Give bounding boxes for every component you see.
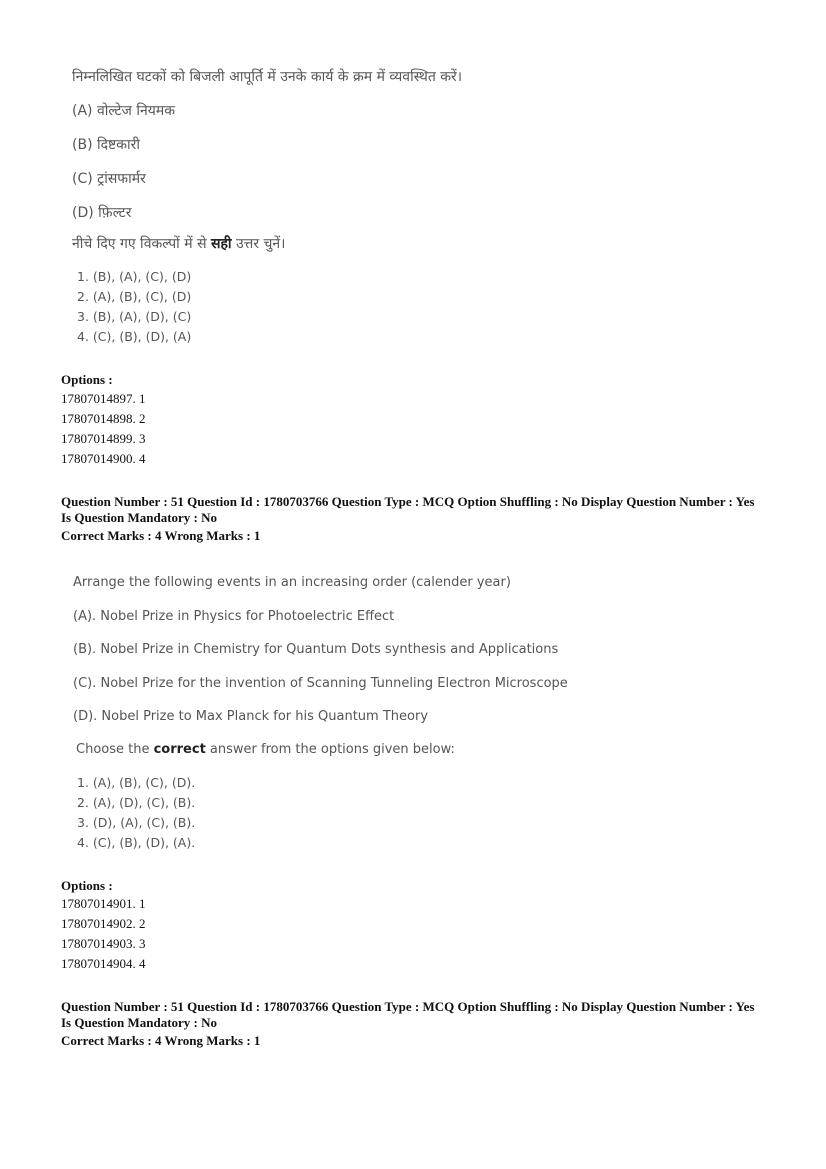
q3-header-line2: Is Question Mandatory : No <box>61 1015 218 1030</box>
q2-header-line3: Correct Marks : 4 Wrong Marks : 1 <box>61 528 261 543</box>
q2-item-c: (C). Nobel Prize for the invention of Scanning Tunneling Electron Microscope <box>73 676 568 691</box>
q1-options-label: Options : <box>61 372 113 387</box>
q2-option-id-4: 17807014904. 4 <box>61 956 146 971</box>
q2-choices <box>77 773 195 853</box>
q2-choice-2: 2. (A), (D), (C), (B). <box>77 795 196 810</box>
q1-option-id-4: 17807014900. 4 <box>61 451 146 466</box>
q2-header-line1: Question Number : 51 Question Id : 1780703766 Question Type : MCQ Option Shuffling : No Display Question Number : Yes <box>61 494 755 509</box>
q1-item-b: (B) दिष्टकारी <box>72 137 140 153</box>
q2-instruction-bold: correct <box>153 742 206 757</box>
q2-option-id-1: 17807014901. 1 <box>61 896 146 911</box>
q2-stem: Arrange the following events in an increasing order (calender year) <box>73 575 511 590</box>
q2-item-b: (B). Nobel Prize in Chemistry for Quantum Dots synthesis and Applications <box>73 642 559 657</box>
q1-stem: निम्नलिखित घटकों को बिजली आपूर्ति में उनके कार्य के क्रम में व्यवस्थित करें। <box>72 69 463 85</box>
q1-choice-2: 2. (A), (B), (C), (D) <box>77 289 192 304</box>
q2-item-a: (A). Nobel Prize in Physics for Photoelectric Effect <box>73 609 395 624</box>
q1-option-id-2: 17807014898. 2 <box>61 411 146 426</box>
q1-item-c: (C) ट्रांसफार्मर <box>72 171 146 187</box>
q3-header <box>61 999 781 1049</box>
q3-header-line1: Question Number : 51 Question Id : 1780703766 Question Type : MCQ Option Shuffling : No Display Question Number : Yes <box>61 999 755 1014</box>
q2-options-label: Options : <box>61 878 113 893</box>
q2-item-d: (D). Nobel Prize to Max Planck for his Quantum Theory <box>73 709 429 724</box>
q1-instruction-pre: नीचे दिए गए विकल्पों में से <box>72 236 211 252</box>
q2-header <box>61 494 781 544</box>
q2-choice-3: 3. (D), (A), (C), (B). <box>77 815 196 830</box>
q1-option-ids <box>61 389 146 469</box>
q1-item-a: (A) वोल्टेज नियमक <box>72 103 175 119</box>
q2-choice-4: 4. (C), (B), (D), (A). <box>77 835 196 850</box>
q2-header-line2: Is Question Mandatory : No <box>61 510 218 525</box>
q1-choice-1: 1. (B), (A), (C), (D) <box>77 269 192 284</box>
q1-item-d: (D) फ़िल्टर <box>72 205 132 221</box>
q2-instruction-post: answer from the options given below: <box>205 742 455 757</box>
q1-option-id-1: 17807014897. 1 <box>61 391 146 406</box>
q2-option-id-3: 17807014903. 3 <box>61 936 146 951</box>
q1-choice-4: 4. (C), (B), (D), (A) <box>77 329 192 344</box>
q1-instruction <box>72 234 285 253</box>
q1-instruction-bold: सही <box>211 236 232 252</box>
q1-choice-3: 3. (B), (A), (D), (C) <box>77 309 192 324</box>
q2-option-id-2: 17807014902. 2 <box>61 916 146 931</box>
q2-instruction <box>76 742 455 757</box>
q2-instruction-pre: Choose the <box>76 742 154 757</box>
q1-instruction-post: उत्तर चुनें। <box>231 236 286 252</box>
q1-choices <box>77 267 191 347</box>
q1-option-id-3: 17807014899. 3 <box>61 431 146 446</box>
q3-header-line3: Correct Marks : 4 Wrong Marks : 1 <box>61 1033 261 1048</box>
q2-choice-1: 1. (A), (B), (C), (D). <box>77 775 196 790</box>
q2-option-ids <box>61 894 146 974</box>
